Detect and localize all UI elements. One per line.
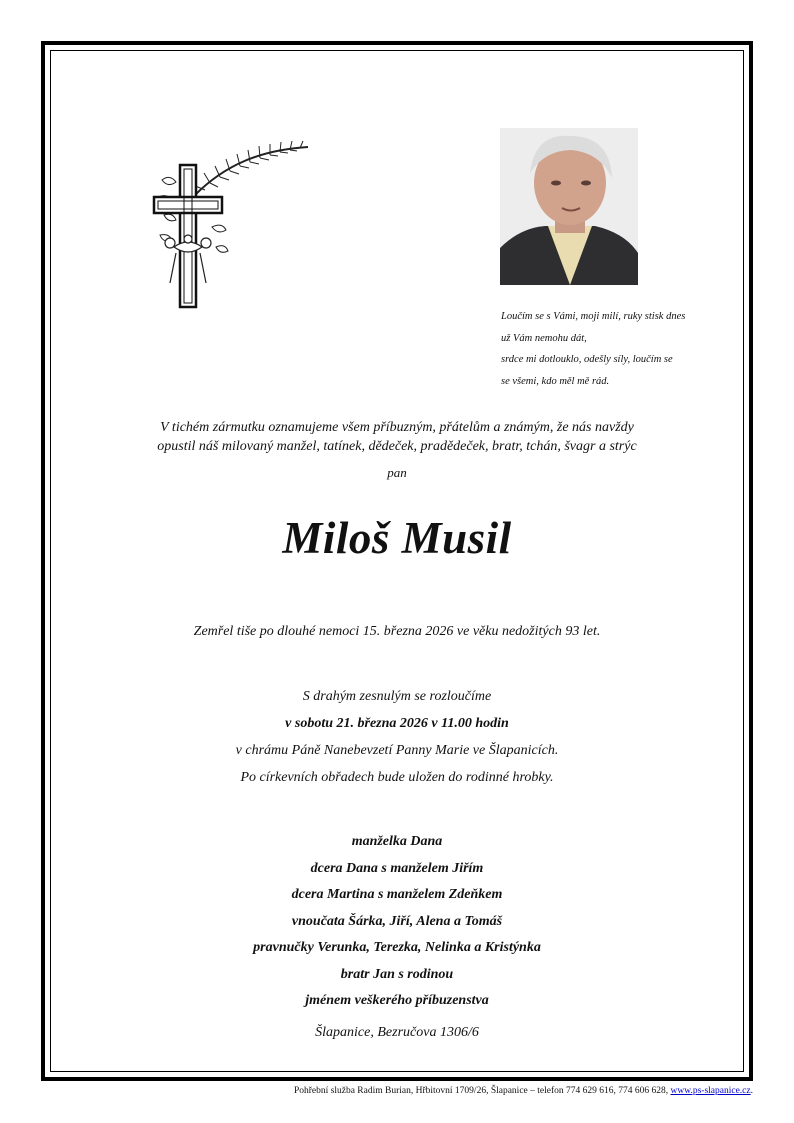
deceased-name: Miloš Musil (282, 513, 512, 563)
cross-with-palm-icon (150, 135, 312, 313)
ceremony-info (55, 683, 739, 791)
portrait-photo (500, 128, 638, 285)
mourner: dcera Dana s manželem Jiřím (310, 860, 484, 876)
ceremony-line: S drahým zesnulým se rozloučíme (302, 689, 492, 704)
ceremony-place: v chrámu Páně Nanebevzetí Panny Marie ve Šlapanicích. (235, 743, 559, 758)
poem-line: Loučím se s Vámi, moji milí, ruky stisk dnes (501, 311, 686, 322)
poem-line: se všemi, kdo měl mě rád. (501, 375, 610, 387)
funeral-service-footer (294, 1086, 753, 1096)
mourner: jménem veškerého příbuzenstva (305, 993, 489, 1008)
footer-end: . (750, 1086, 753, 1096)
ceremony-burial: Po církevních obřadech bude uložen do rodinné hrobky. (240, 770, 554, 785)
mourner: bratr Jan s rodinou (340, 966, 454, 982)
intro-line: V tichém zármutku oznamujeme všem příbuzným, přátelům a známým, že nás navždy (160, 420, 634, 435)
poem-line: už Vám nemohu dát, (501, 332, 587, 344)
announcement-intro (55, 418, 739, 456)
mourner: pravnučky Verunka, Terezka, Nelinka a Kristýnka (253, 940, 541, 955)
footer-text: Pohřební služba Radim Burian, Hřbitovní 1709/26, Šlapanice – telefon 774 629 616, 774 606 628, (293, 1086, 671, 1096)
death-notice: Zemřel tiše po dlouhé nemoci 15. března 2026 ve věku nedožitých 93 let. (193, 624, 601, 639)
mourner: dcera Martina s manželem Zdeňkem (291, 887, 503, 902)
poem-line: srdce mi dotlouklo, odešly síly, loučím se (501, 354, 673, 365)
mourners-list (55, 829, 739, 1015)
mourner: manželka Dana (351, 834, 443, 849)
title-word: pan (387, 465, 407, 480)
family-address: Šlapanice, Bezručova 1306/6 (315, 1025, 479, 1040)
farewell-poem (501, 306, 731, 392)
footer-website-link[interactable]: www.ps-slapanice.cz (670, 1086, 751, 1096)
ceremony-date-time: v sobotu 21. března 2026 v 11.00 hodin (285, 716, 509, 731)
intro-line: opustil náš milovaný manžel, tatínek, dědeček, pradědeček, bratr, tchán, švagr a strýc (157, 439, 637, 454)
mourner: vnoučata Šárka, Jiří, Alena a Tomáš (291, 913, 503, 929)
